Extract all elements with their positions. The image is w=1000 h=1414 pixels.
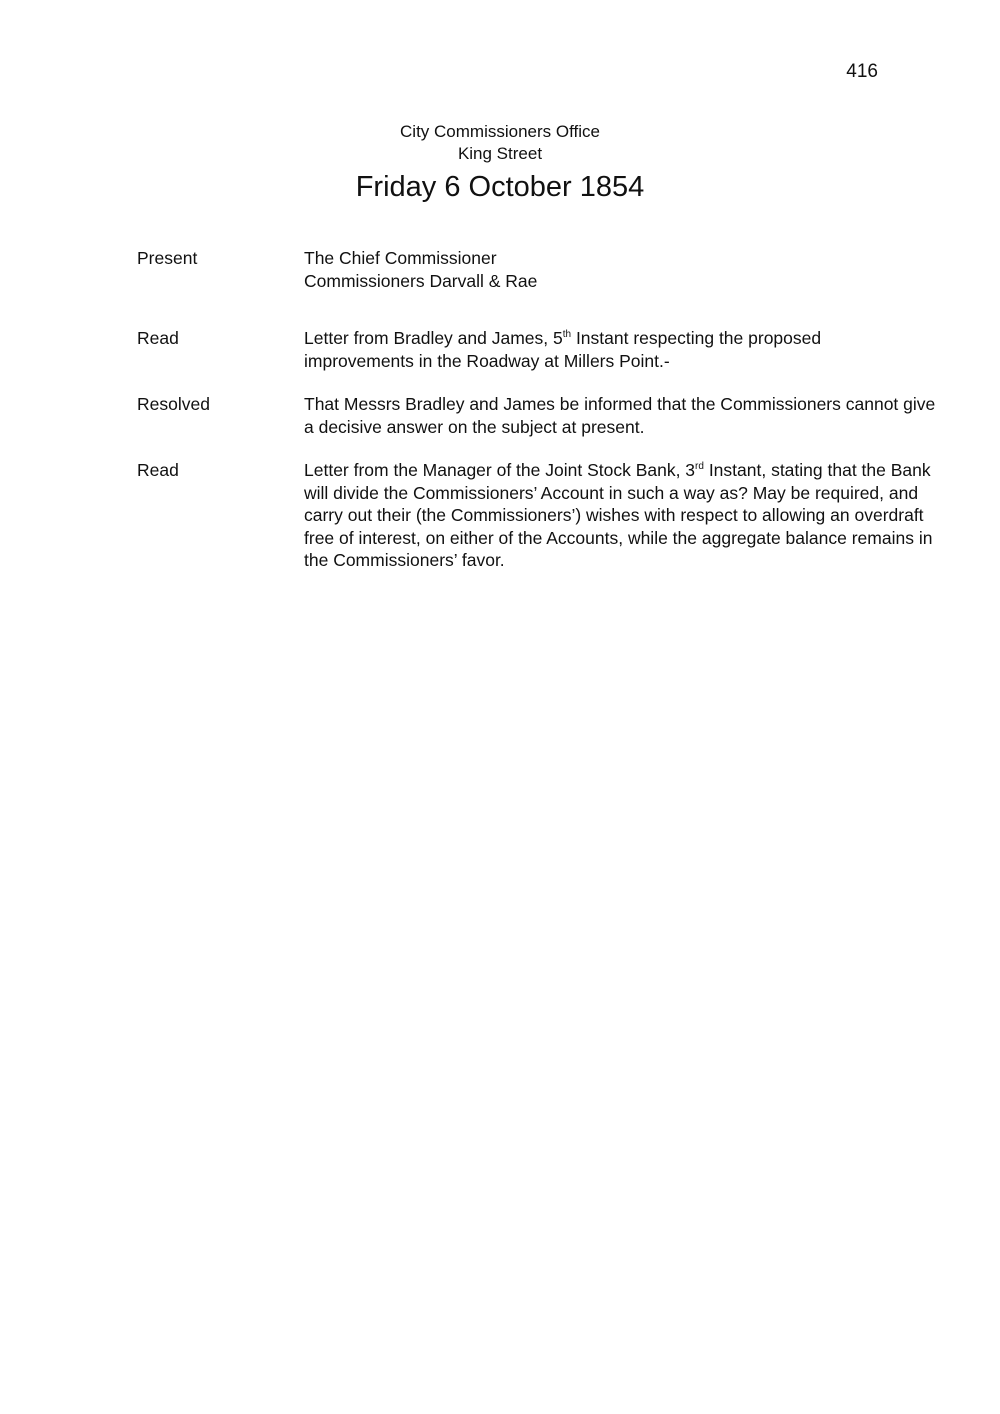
- document-header: [0, 121, 1000, 205]
- entry-text: [304, 327, 937, 350]
- entry-present: [137, 247, 937, 292]
- attendee-line: Commissioners Darvall & Rae: [304, 270, 538, 291]
- entry-text-continued: improvements in the Roadway at Millers Point.-: [304, 350, 670, 371]
- entry-body: [304, 459, 937, 572]
- attendee-line: The Chief Commissioner: [304, 248, 497, 268]
- entry-label: Present: [137, 248, 198, 268]
- entry-text-part: Letter from Bradley and James, 5: [304, 328, 563, 348]
- minutes-entries: [137, 247, 937, 572]
- entry-read: [137, 459, 937, 572]
- office-name: City Commissioners Office: [400, 122, 600, 141]
- entry-text-part: Instant respecting the proposed: [571, 328, 822, 348]
- entry-body: [304, 393, 937, 438]
- entry-label: Resolved: [137, 394, 210, 414]
- ordinal-suffix: rd: [695, 461, 704, 472]
- meeting-date: Friday 6 October 1854: [355, 171, 645, 203]
- street-name: King Street: [457, 144, 543, 163]
- entry-resolved: [137, 393, 937, 438]
- entry-read: [137, 327, 937, 372]
- entry-body: [304, 327, 937, 372]
- entry-text-part: Instant, stating that the Bank will divide the Commissioners’ Account in such a way as? May be required, and carry out their (the Commissioners’) wishes with respect to allowing an overdraft free of interest, on either of the Accounts, while the aggregate balance remains in the Commissioners’ favor.: [304, 460, 933, 570]
- entry-label: Read: [137, 460, 179, 480]
- ordinal-suffix: th: [562, 329, 572, 340]
- entry-text-part: Letter from the Manager of the Joint Stock Bank, 3: [304, 460, 696, 480]
- entry-body: [304, 247, 937, 292]
- entry-text: [304, 459, 937, 572]
- entry-text: That Messrs Bradley and James be informed that the Commissioners cannot give a decisive answer on the subject at present.: [304, 394, 936, 437]
- page-number: 416: [846, 61, 878, 82]
- entry-label: Read: [137, 328, 179, 348]
